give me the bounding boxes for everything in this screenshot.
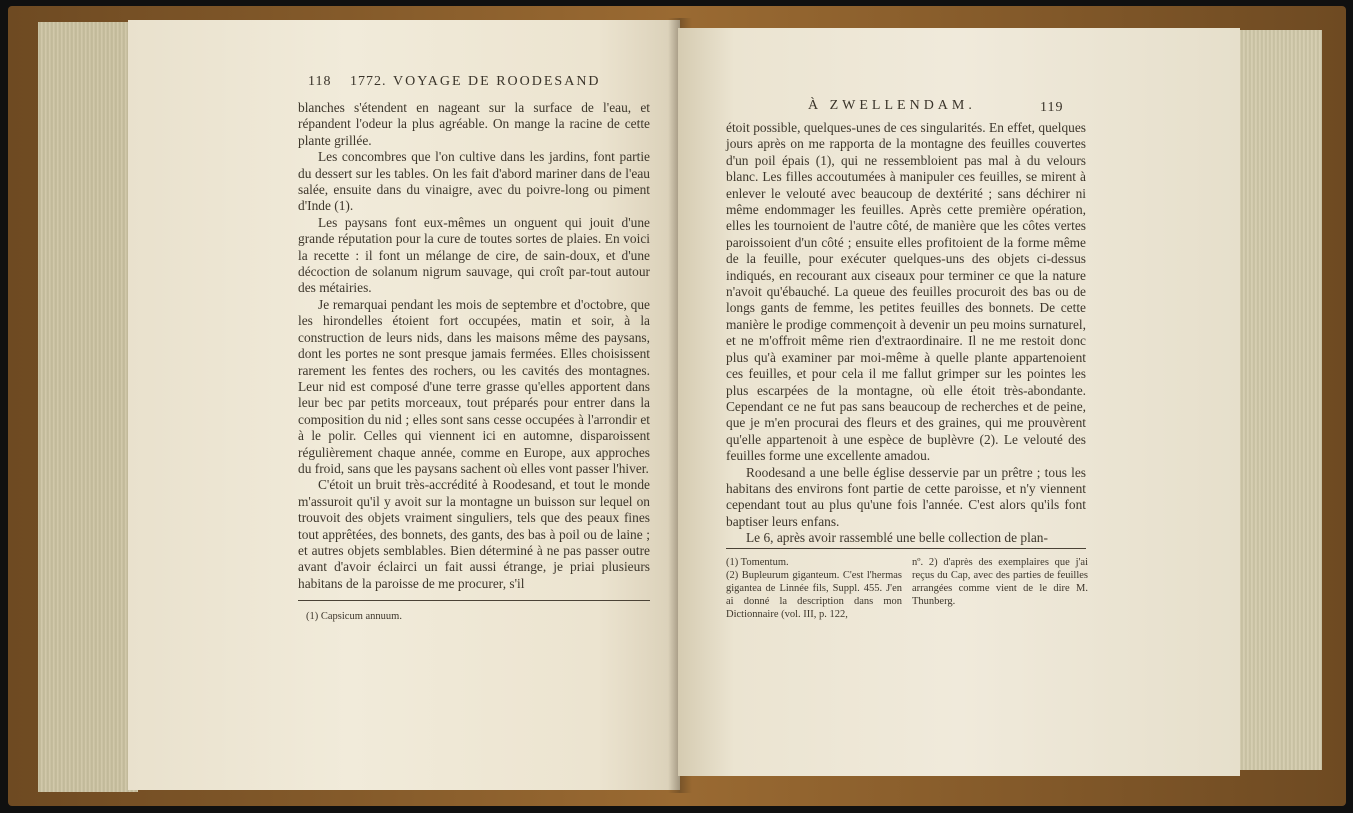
right-paragraph-2: Roodesand a une belle église desservie par un prêtre ; tous les habitans des environs font partie de cette paroisse, et n'y viennent cependant tout au plus qu'une fois l'année. C'est alors qu'ils font baptiser leurs enfans. [726, 464, 1086, 529]
left-body-text [298, 100, 650, 592]
left-paragraph-2: Les concombres que l'on cultive dans les jardins, font partie du dessert sur les tables. On les fait d'abord mariner dans de l'eau salée, ensuite dans du vinaigre, avec du poivre-long ou piment d'Inde (1). [298, 149, 650, 214]
right-footnote-1: (1) Tomentum. [726, 557, 789, 568]
left-paragraph-4: Je remarquai pendant les mois de septembre et d'octobre, que les hirondelles étoient fort occupées, matin et soir, à la construction de leurs nids, dans les maisons même des paysans, dont les portes ne sont presque jamais fermées. Elles choisissent rarement les fentes des rochers, ou les cavités des montagnes. Leur nid est composé d'une terre grasse qu'elles apportent dans leur bec par petits morceaux, tout préparés pour entrer dans la composition du nid ; elles sont sans cesse occupées à l'arrondir et à le polir. Celles qui viennent ici en automne, disparoissent régulièrement chaque année, comme en Europe, aux approches du froid, sans que les paysans sachent où elles vont passer l'hiver. [298, 296, 650, 476]
right-body-text [726, 120, 1086, 547]
right-footnotes-col1 [726, 556, 902, 621]
left-header-title: VOYAGE DE ROODESAND [392, 74, 601, 89]
right-footnote-2: (2) Bupleurum giganteum. C'est l'hermas gigantea de Linnée fils, Suppl. 455. J'en ai donné la description dans mon Dictionnaire (vol. III, p. 122, [726, 570, 902, 620]
left-footnote-rule [298, 600, 650, 601]
left-page-number: 118 [308, 74, 332, 89]
right-footnotes-col2 [912, 556, 1088, 608]
right-footnote-2-cont: nº. 2) d'après des exemplaires que j'ai reçus du Cap, avec des parties de feuilles arrangées comme vient de le dire M. Thunberg. [912, 557, 1088, 607]
left-header-year: 1772. [349, 74, 387, 89]
right-paragraph-3: Le 6, après avoir rassemblé une belle collection de plan- [746, 530, 1048, 546]
right-page-number: 119 [1040, 100, 1064, 115]
left-paragraph-1: blanches s'étendent en nageant sur la surface de l'eau, et répandent l'odeur la plus agréable. On mange la racine de cette plante grillée. [298, 100, 650, 148]
right-footnote-rule [726, 548, 1086, 549]
right-header-title: À ZWELLENDAM. [808, 98, 976, 113]
left-page [128, 20, 680, 790]
left-footnote-1: (1) Capsicum annuum. [306, 611, 402, 622]
left-page-header [308, 74, 601, 90]
left-paragraph-3: Les paysans font eux-mêmes un onguent qui jouit d'une grande réputation pour la cure de toutes sortes de plaies. En voici la recette : il font un mélange de cire, de sain-doux, et d'une décoction de solanum nigrum sauvage, qui croît par-tout autour des métairies. [298, 214, 650, 296]
right-page [678, 28, 1240, 776]
page-edges-right [1232, 30, 1322, 770]
page-edges-left [38, 22, 138, 792]
right-paragraph-1: étoit possible, quelques-unes de ces singularités. En effet, quelques jours après on me rapporta de la montagne des feuilles couvertes d'un poil épais (1), qui ne ressembloient pas mal à du velours blanc. Les filles accoutumées à manipuler ces feuilles, se mirent à enlever le velouté avec beaucoup de dextérité ; sans déchirer ni même endommager les feuilles. Après cette première opération, elles les tournoient de l'autre côté, de manière que les côtes vertes paroissoient d'un côté ; ensuite elles profitoient de la forme même de la feuille, pour exécuter quelques-uns des objets ci-dessus indiqués, en recourant aux ciseaux pour terminer ce que la nature n'avoit qu'ébauché. La queue des feuilles procuroit des bas ou de longs gants de femme, les petites feuilles des bonnets. De cette manière le prodige commençoit à devenir un peu moins surnaturel, et ne m'offroit même rien d'extraordinaire. Il ne me restoit donc plus qu'à examiner par moi-même à quelle plante appartenoient ces feuilles, et pour cela il me fallut grimper sur les pointes les plus escarpées de la montagne, où elle étoit très-abondante. Cependant ce ne fut pas sans beaucoup de recherches et de peine, que je m'en procurai des fleurs et des graines, qui me prouvèrent qu'elle appartenoit à une espèce de buplèvre (2). Le velouté des feuilles forme une excellente amadou. [726, 120, 1086, 464]
left-paragraph-5: C'étoit un bruit très-accrédité à Roodesand, et tout le monde m'assuroit qu'il y avoit sur la montagne un buisson sur lequel on trouvoit des objets vraiment singuliers, tels que des peaux fines tout apprêtées, des bonnets, des gants, des bas à poil ou de laine ; et autres objets semblables. Bien déterminé à ne pas passer outre avant d'avoir éclairci un fait aussi étrange, je priai plusieurs habitans de la paroisse de me procurer, s'il [298, 477, 650, 591]
left-footnote [306, 610, 646, 623]
